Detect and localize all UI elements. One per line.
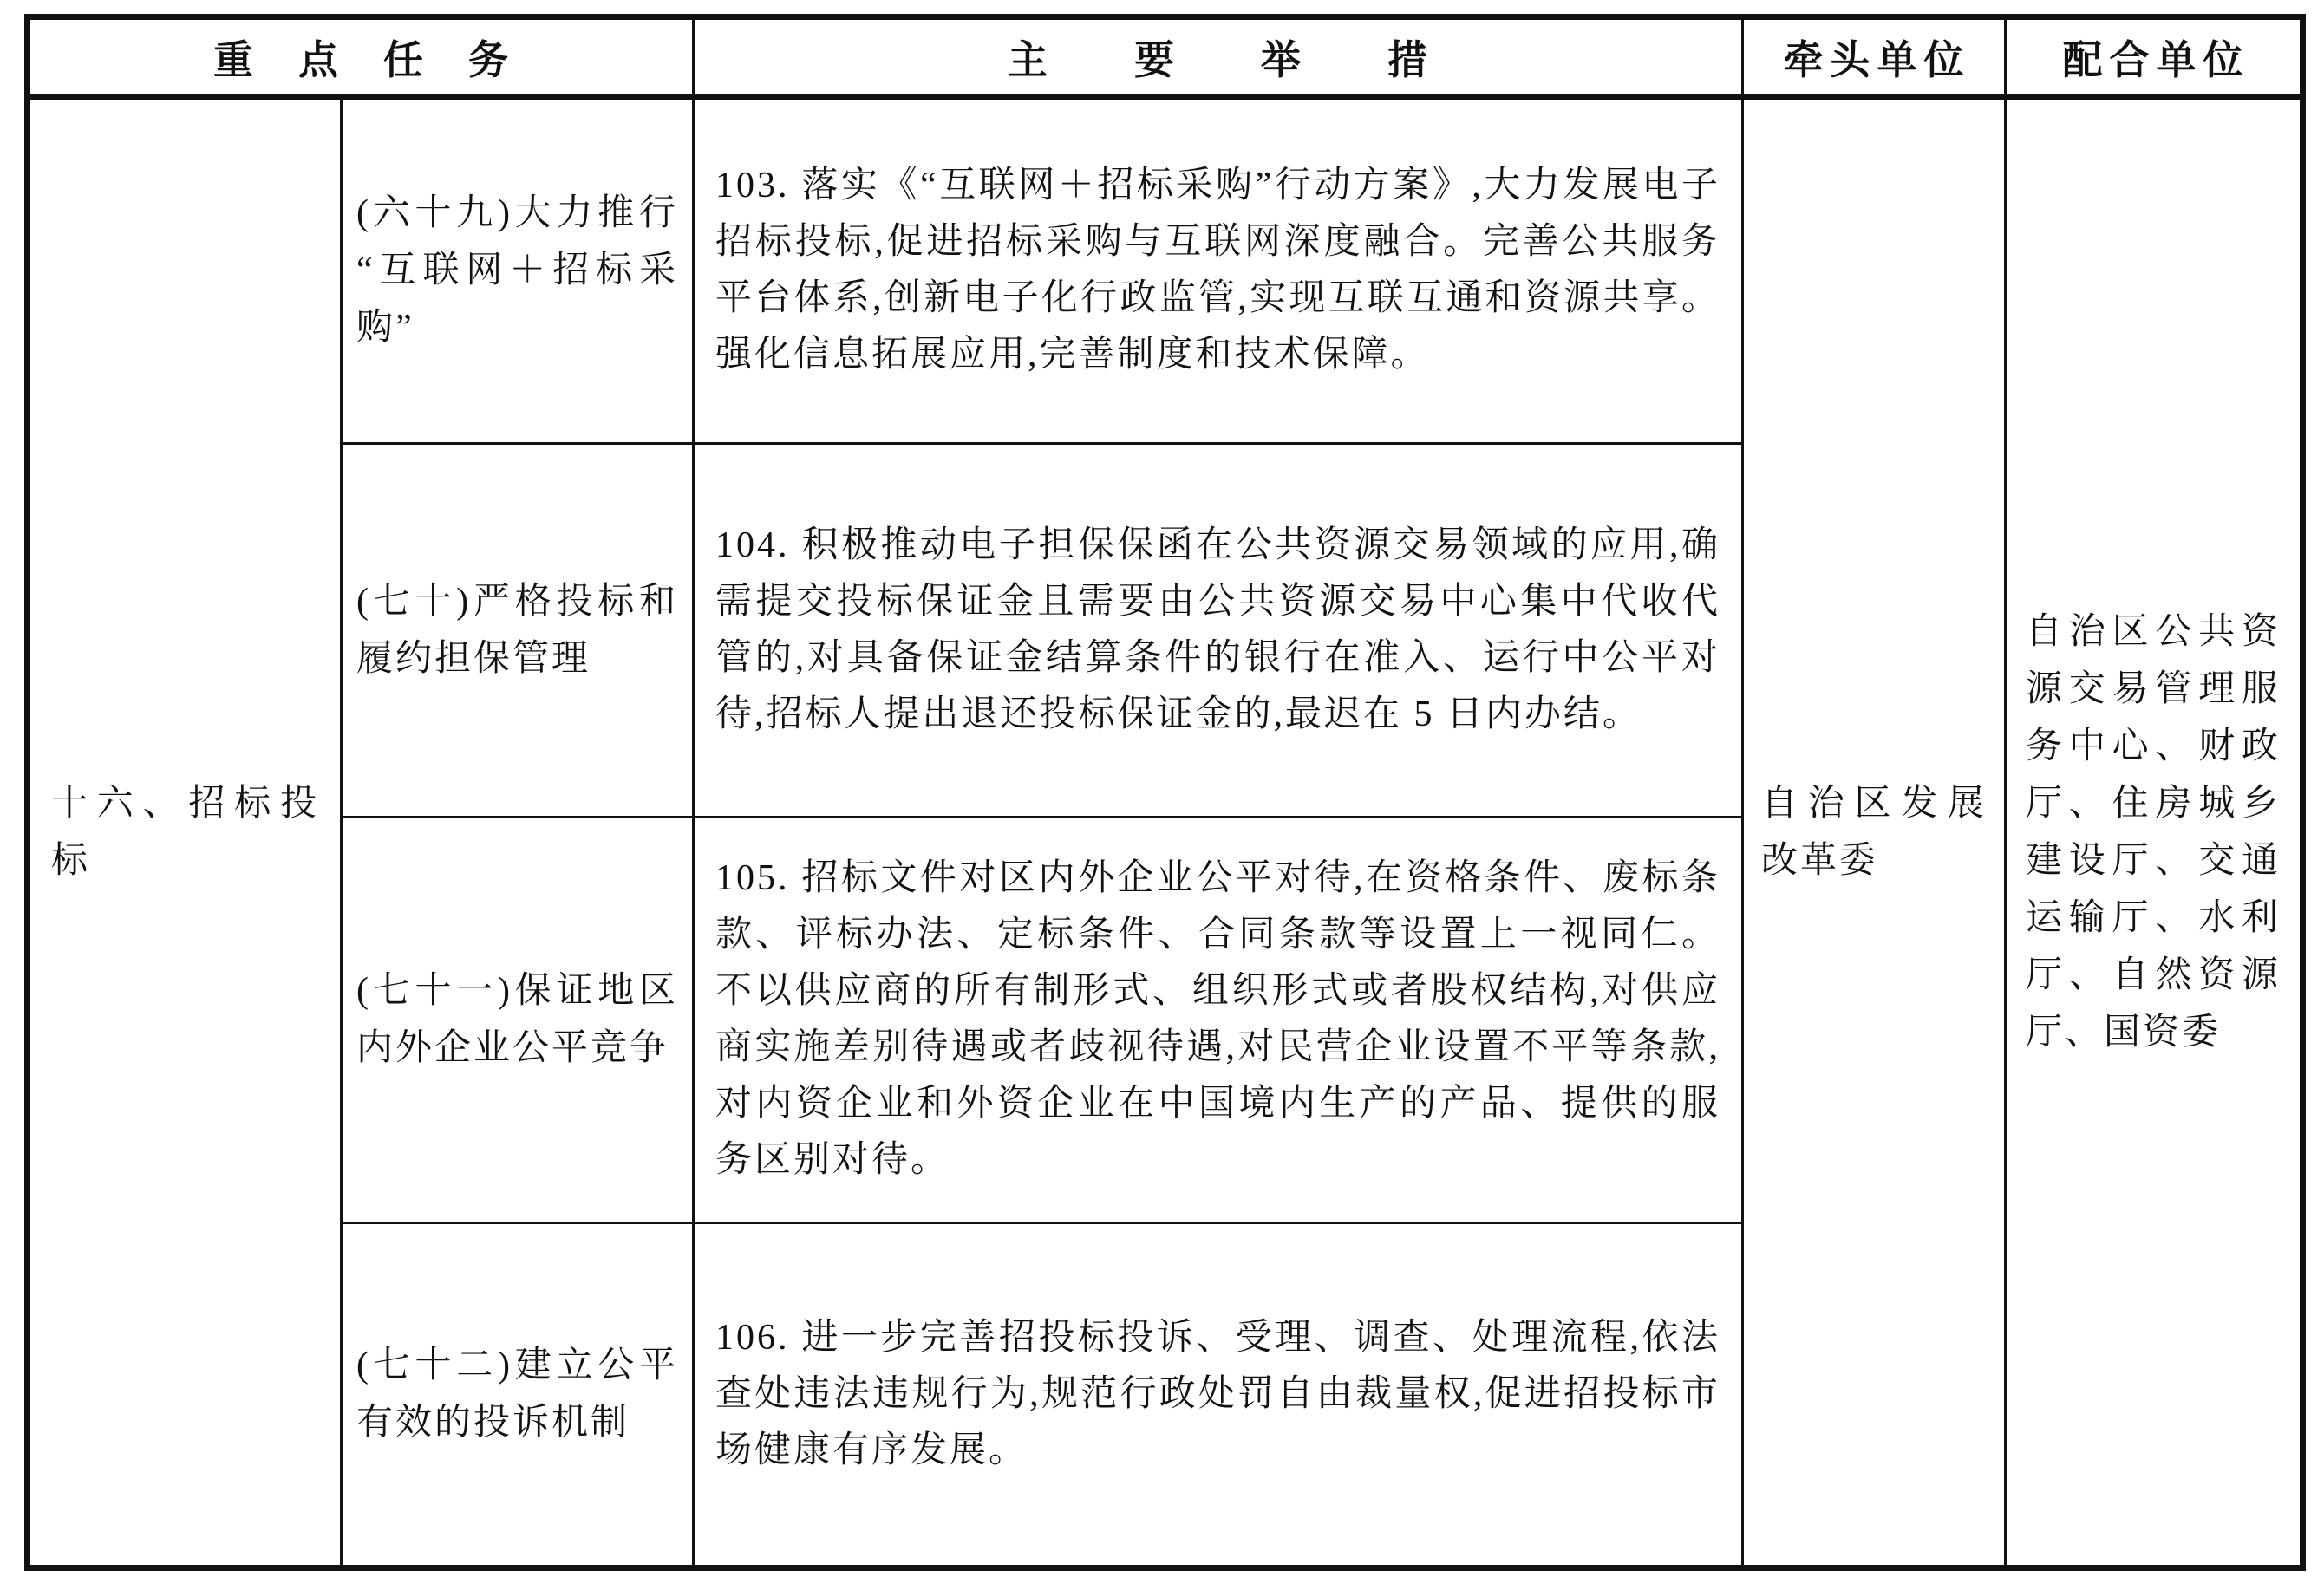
measure-cell-103: 103. 落实《“互联网＋招标采购”行动方案》,大力发展电子招标投标,促进招标采购与互联网深度融合。完善公共服务平台体系,创新电子化行政监管,实现互联互通和资源共享。强化信息拓展应用,完善制度和技术保障。 [694, 97, 1743, 444]
measure-cell-106: 106. 进一步完善招投标投诉、受理、调查、处理流程,依法查处违法违规行为,规范行政处罚自由裁量权,促进招投标市场健康有序发展。 [694, 1222, 1743, 1567]
section-title-cell: 十六、招标投标 [28, 97, 342, 1568]
measure-cell-105: 105. 招标文件对区内外企业公平对待,在资格条件、废标条款、评标办法、定标条件、合同条款等设置上一视同仁。不以供应商的所有制形式、组织形式或者股权结构,对供应商实施差别待遇或者歧视待遇,对民营企业设置不平等条款,对内资企业和外资企业在中国境内生产的产品、提供的服务区别对待。 [694, 817, 1743, 1222]
header-key-tasks: 重点任务 [28, 17, 694, 97]
task-cell-69: (六十九)大力推行“互联网＋招标采购” [342, 97, 694, 444]
task-cell-70: (七十)严格投标和履约担保管理 [342, 444, 694, 817]
header-lead-unit: 牵头单位 [1743, 17, 2006, 97]
header-support-unit: 配合单位 [2006, 17, 2303, 97]
lead-unit-cell: 自治区发展改革委 [1743, 97, 2006, 1568]
task-measure-table [24, 14, 2306, 1571]
task-cell-71: (七十一)保证地区内外企业公平竞争 [342, 817, 694, 1222]
task-cell-72: (七十二)建立公平有效的投诉机制 [342, 1222, 694, 1567]
table-row [28, 97, 2303, 444]
support-unit-cell: 自治区公共资源交易管理服务中心、财政厅、住房城乡建设厅、交通运输厅、水利厅、自然资源厅、国资委 [2006, 97, 2303, 1568]
header-main-measures: 主要举措 [694, 17, 1743, 97]
table-header-row [28, 17, 2303, 97]
measure-cell-104: 104. 积极推动电子担保保函在公共资源交易领域的应用,确需提交投标保证金且需要由公共资源交易中心集中代收代管的,对具备保证金结算条件的银行在准入、运行中公平对待,招标人提出退还投标保证金的,最迟在 5 日内办结。 [694, 444, 1743, 817]
